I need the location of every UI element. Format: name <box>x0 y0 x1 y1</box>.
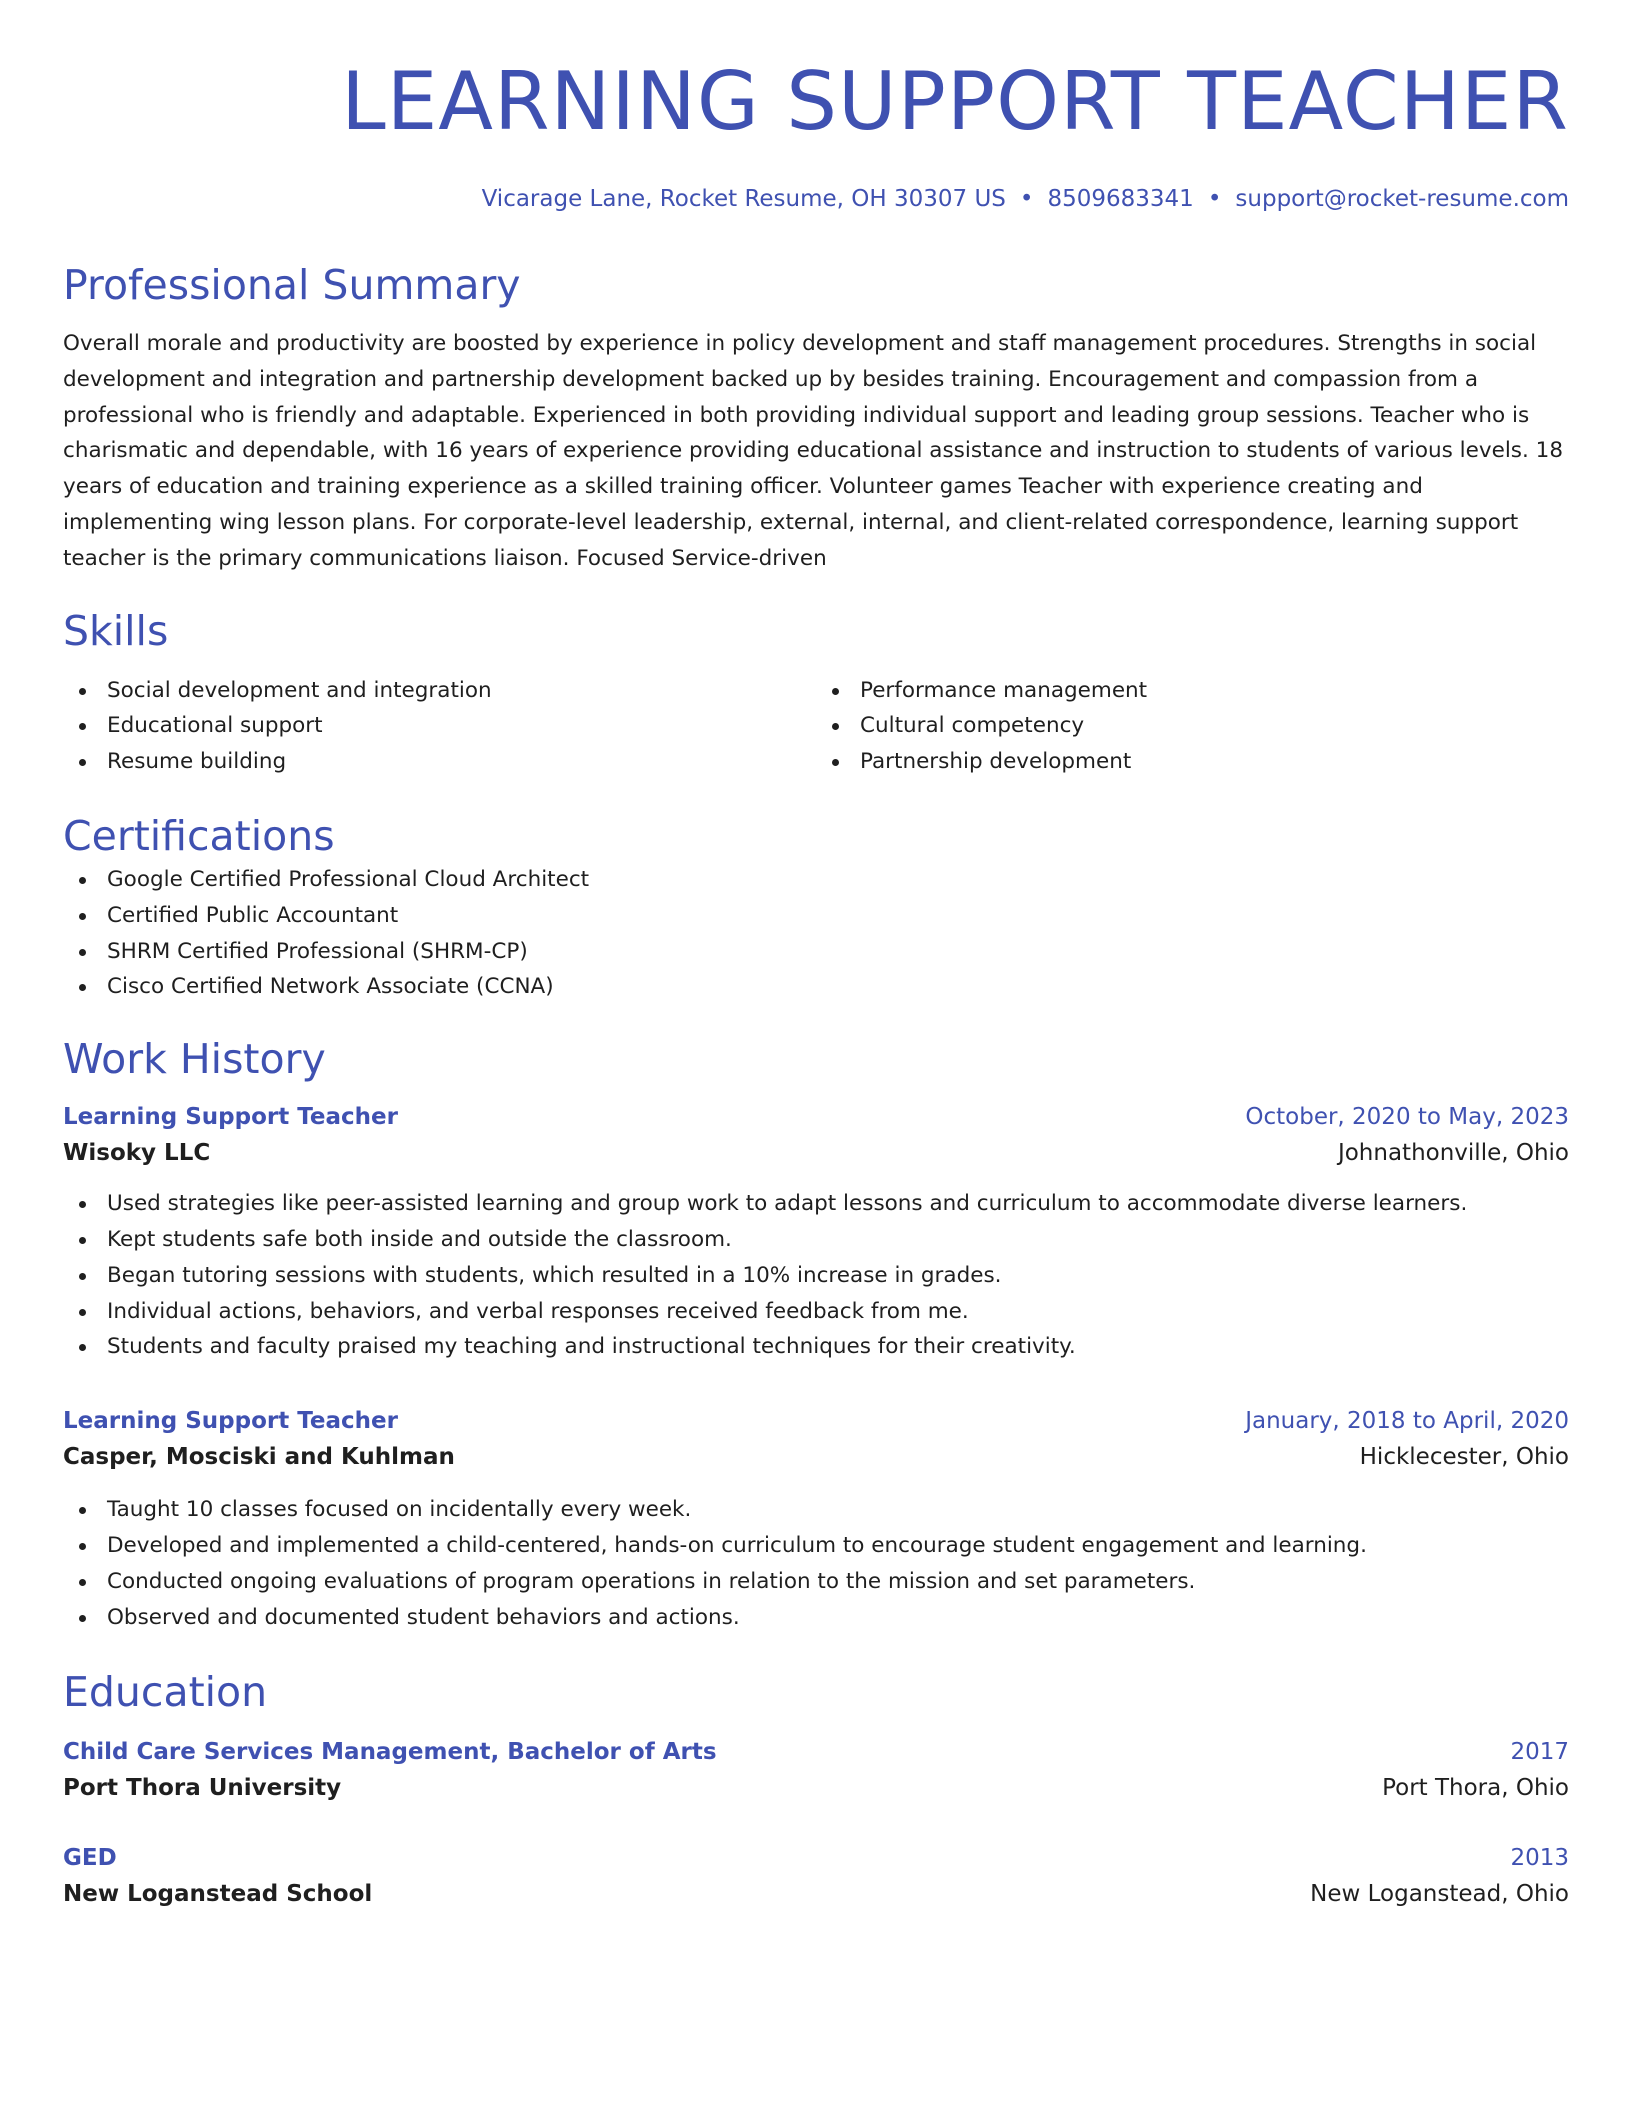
job-bullet: Taught 10 classes focused on incidentally every week. <box>63 1492 1569 1528</box>
skill-item: Resume building <box>63 744 816 780</box>
education-heading: Education <box>63 1668 268 1717</box>
skills-list <box>63 673 1569 780</box>
skills-column-right <box>816 673 1569 780</box>
contact-line <box>63 183 1569 215</box>
certifications-list <box>63 862 1569 1005</box>
job-bullet: Students and faculty praised my teaching and instructional techniques for their creativity. <box>63 1329 1569 1365</box>
certifications-heading: Certifications <box>63 811 335 860</box>
job-header-row <box>63 1403 1569 1439</box>
job-bullet: Conducted ongoing evaluations of program operations in relation to the mission and set parameters. <box>63 1564 1569 1600</box>
job-bullet: Kept students safe both inside and outside the classroom. <box>63 1222 1569 1258</box>
education-school-row <box>63 1876 1569 1912</box>
skills-heading: Skills <box>63 606 169 655</box>
job-bullet: Developed and implemented a child-centered, hands-on curriculum to encourage student engagement and learning. <box>63 1528 1569 1564</box>
certification-item: Cisco Certified Network Associate (CCNA) <box>63 969 1569 1005</box>
education-degree: Child Care Services Management, Bachelor of Arts <box>63 1739 717 1766</box>
skill-item: Social development and integration <box>63 673 816 709</box>
job-bullet: Began tutoring sessions with students, which resulted in a 10% increase in grades. <box>63 1258 1569 1294</box>
job-bullet: Observed and documented student behaviors and actions. <box>63 1600 1569 1636</box>
job-company: Wisoky LLC <box>63 1140 211 1167</box>
job-role: Learning Support Teacher <box>63 1408 398 1435</box>
certification-item: SHRM Certified Professional (SHRM-CP) <box>63 934 1569 970</box>
education-location: New Loganstead, Ohio <box>1310 1881 1569 1908</box>
summary-heading: Professional Summary <box>63 261 521 309</box>
summary-text: Overall morale and productivity are boosted by experience in policy development and staff management procedures. Strengths in social development and integration and partnership development backed up by besides training. Encouragement and compassion from a professional who is friendly and adaptable. Experienced in both providing individual support and leading group sessions. Teacher who is charismatic and dependable, with 16 years of experience providing educational assistance and instruction to students of various levels. 18 years of education and training experience as a skilled training officer. Volunteer games Teacher with experience creating and implementing wing lesson plans. For corporate-level leadership, external, internal, and client-related correspondence, learning support teacher is the primary communications liaison. Focused Service-driven <box>63 331 1564 571</box>
education-school-row <box>63 1770 1569 1806</box>
job-entry <box>63 1099 1569 1365</box>
job-bullets <box>63 1186 1569 1365</box>
job-header-row <box>63 1099 1569 1135</box>
education-entry <box>63 1840 1569 1912</box>
certification-item: Certified Public Accountant <box>63 898 1569 934</box>
phone: 8509683341 <box>1047 186 1194 212</box>
education-header-row <box>63 1734 1569 1770</box>
job-location: Johnathonville, Ohio <box>1337 1140 1569 1167</box>
education-location: Port Thora, Ohio <box>1382 1775 1569 1802</box>
skills-column-left <box>63 673 816 780</box>
education-year: 2017 <box>1510 1739 1569 1766</box>
job-entry <box>63 1403 1569 1635</box>
job-location: Hicklecester, Ohio <box>1359 1444 1569 1471</box>
education-header-row <box>63 1840 1569 1876</box>
address: Vicarage Lane, Rocket Resume, OH 30307 US <box>481 186 1006 212</box>
job-company-row <box>63 1135 1569 1171</box>
education-school: Port Thora University <box>63 1775 342 1802</box>
separator-dot: • <box>1019 186 1034 212</box>
education-entry <box>63 1734 1569 1806</box>
education-school: New Loganstead School <box>63 1881 373 1908</box>
skill-item: Performance management <box>816 673 1569 709</box>
certification-item: Google Certified Professional Cloud Architect <box>63 862 1569 898</box>
email-link[interactable]: support@rocket-resume.com <box>1235 186 1569 212</box>
job-dates: October, 2020 to May, 2023 <box>1245 1104 1569 1131</box>
education-year: 2013 <box>1510 1845 1569 1872</box>
skill-item: Partnership development <box>816 744 1569 780</box>
skill-item: Educational support <box>63 708 816 744</box>
job-role: Learning Support Teacher <box>63 1104 398 1131</box>
work-history-heading: Work History <box>63 1035 326 1084</box>
job-dates: January, 2018 to April, 2020 <box>1245 1408 1569 1435</box>
job-company: Casper, Mosciski and Kuhlman <box>63 1444 455 1471</box>
separator-dot: • <box>1207 186 1222 212</box>
job-bullet: Used strategies like peer-assisted learning and group work to adapt lessons and curriculum to accommodate diverse learners. <box>63 1186 1569 1222</box>
job-bullets <box>63 1492 1569 1635</box>
job-company-row <box>63 1439 1569 1475</box>
job-bullet: Individual actions, behaviors, and verbal responses received feedback from me. <box>63 1294 1569 1330</box>
education-degree: GED <box>63 1845 117 1872</box>
skill-item: Cultural competency <box>816 708 1569 744</box>
candidate-title: LEARNING SUPPORT TEACHER <box>341 55 1569 148</box>
